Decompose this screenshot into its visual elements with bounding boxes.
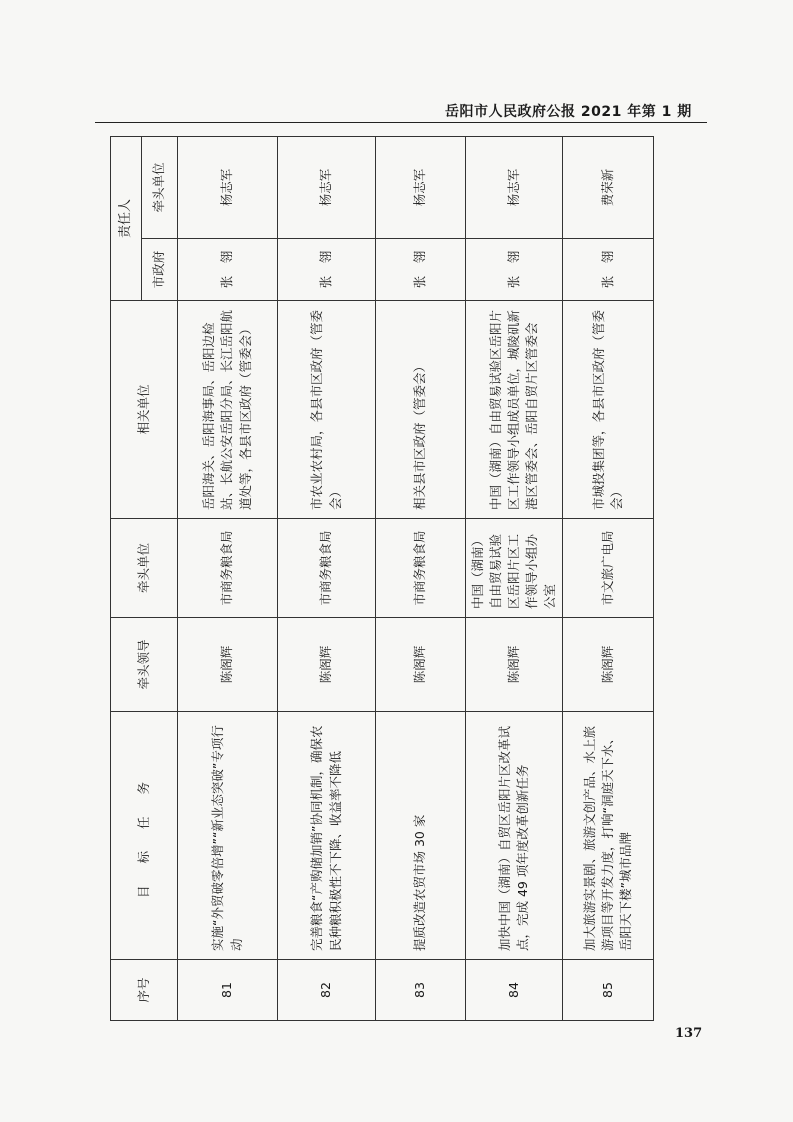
table-row bbox=[278, 136, 376, 1020]
cell-resp-lead: 费荣新 bbox=[563, 136, 654, 238]
cell-task: 加快中国（湖南）自贸区岳阳片区改革试点，完成 49 项年度改革创新任务 bbox=[466, 712, 563, 960]
cell-related-units: 市城投集团等，各县市区政府（管委会） bbox=[563, 301, 654, 519]
cell-lead-unit: 中国（湖南）自由贸易试验区岳阳片区工作领导小组办公室 bbox=[466, 519, 563, 618]
header-seq: 序号 bbox=[111, 960, 178, 1021]
cell-resp-gov: 张 翎 bbox=[376, 239, 466, 301]
task-table bbox=[110, 136, 654, 1021]
cell-lead-unit: 市商务粮食局 bbox=[376, 519, 466, 618]
cell-resp-lead: 杨志军 bbox=[376, 136, 466, 238]
cell-resp-gov: 张 翎 bbox=[466, 239, 563, 301]
cell-seq: 82 bbox=[278, 960, 376, 1021]
cell-lead-leader: 陈阁辉 bbox=[278, 618, 376, 712]
cell-seq: 84 bbox=[466, 960, 563, 1021]
table-row bbox=[563, 136, 654, 1020]
bulletin-header-title: 岳阳市人民政府公报 2021 年第 1 期 bbox=[445, 104, 692, 120]
cell-lead-leader: 陈阁辉 bbox=[466, 618, 563, 712]
table-row bbox=[466, 136, 563, 1020]
header-resp-gov: 市政府 bbox=[142, 239, 178, 301]
header-task: 目 标 任 务 bbox=[111, 712, 178, 960]
rotated-task-table bbox=[110, 137, 653, 1021]
table-row bbox=[376, 136, 466, 1020]
header-divider bbox=[95, 122, 707, 123]
cell-resp-gov: 张 翎 bbox=[563, 239, 654, 301]
cell-lead-leader: 陈阁辉 bbox=[376, 618, 466, 712]
cell-task: 完善粮食“产购储加销”协同机制，确保农民种粮积极性不下降、收益率不降低 bbox=[278, 712, 376, 960]
header-lead-leader: 牵头领导 bbox=[111, 618, 178, 712]
cell-related-units: 岳阳海关、岳阳海事局、岳阳边检站、长航公安岳阳分局、长江岳阳航道处等，各县市区政府（管委会） bbox=[178, 301, 278, 519]
cell-lead-leader: 陈阁辉 bbox=[563, 618, 654, 712]
cell-related-units: 中国（湖南）自由贸易试验区岳阳片区工作领导小组成员单位，城陵矶新港区管委会、岳阳自贸片区管委会 bbox=[466, 301, 563, 519]
cell-task: 加大旅游实景剧、旅游文创产品、水上旅游项目等开发力度，打响“洞庭天下水、岳阳天下楼”城市品牌 bbox=[563, 712, 654, 960]
cell-seq: 85 bbox=[563, 960, 654, 1021]
cell-resp-gov: 张 翎 bbox=[278, 239, 376, 301]
cell-resp-gov: 张 翎 bbox=[178, 239, 278, 301]
cell-lead-unit: 市商务粮食局 bbox=[278, 519, 376, 618]
header-lead-unit: 牵头单位 bbox=[111, 519, 178, 618]
header-resp-lead: 牵头单位 bbox=[142, 136, 178, 238]
cell-seq: 83 bbox=[376, 960, 466, 1021]
table-row bbox=[178, 136, 278, 1020]
page-number: 137 bbox=[675, 1026, 703, 1041]
cell-related-units: 相关县市区政府（管委会） bbox=[376, 301, 466, 519]
cell-resp-lead: 杨志军 bbox=[178, 136, 278, 238]
cell-lead-unit: 市文旅广电局 bbox=[563, 519, 654, 618]
header-related-units: 相关单位 bbox=[111, 301, 178, 519]
cell-seq: 81 bbox=[178, 960, 278, 1021]
cell-resp-lead: 杨志军 bbox=[466, 136, 563, 238]
cell-lead-leader: 陈阁辉 bbox=[178, 618, 278, 712]
cell-related-units: 市农业农村局，各县市区政府（管委会） bbox=[278, 301, 376, 519]
cell-lead-unit: 市商务粮食局 bbox=[178, 519, 278, 618]
cell-resp-lead: 杨志军 bbox=[278, 136, 376, 238]
cell-task: 提质改造农贸市场 30 家 bbox=[376, 712, 466, 960]
cell-task: 实施“外贸破零倍增”“新业态突破”专项行动 bbox=[178, 712, 278, 960]
header-responsible: 责任人 bbox=[111, 136, 142, 300]
